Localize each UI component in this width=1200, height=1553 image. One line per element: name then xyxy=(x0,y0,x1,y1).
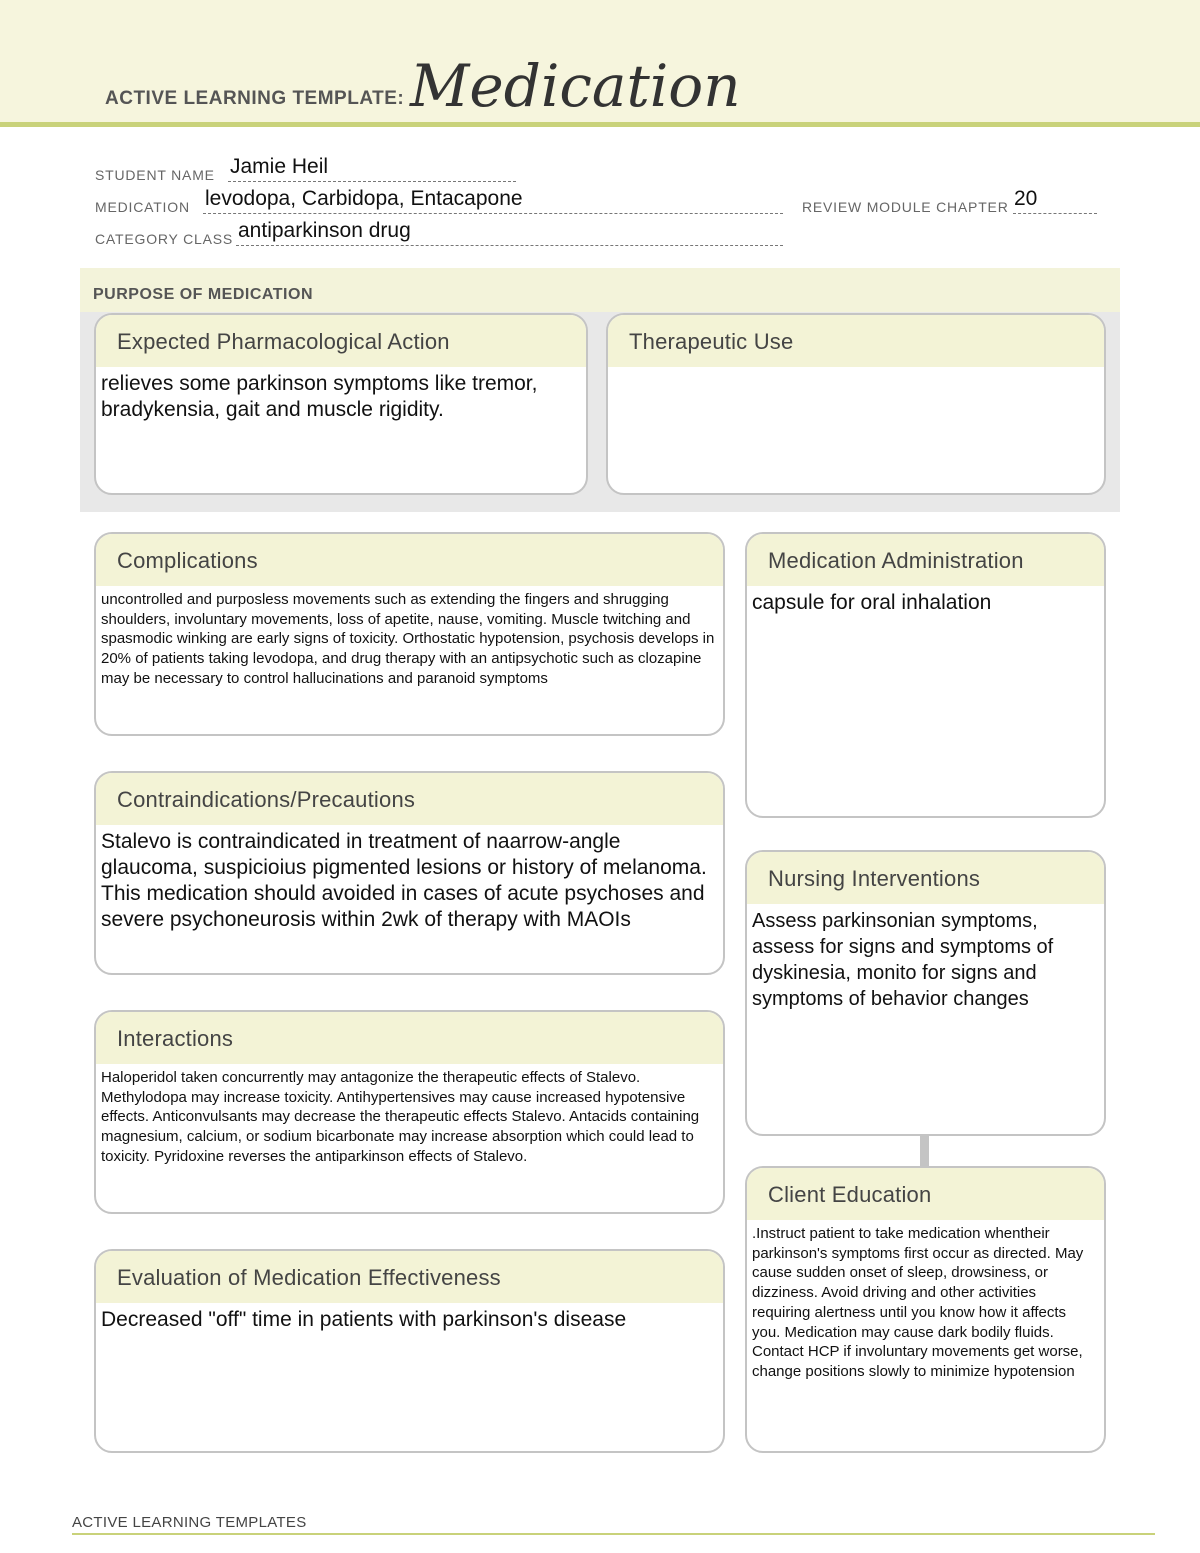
contraindications-text[interactable]: Stalevo is contraindicated in treatment of naarrow-angle glaucoma, suspicioius pigmented lesions or history of melanoma. This medication should avoided in cases of acute psychoses and severe psychoneurosis within 2wk of therapy with MAOIs xyxy=(101,830,707,931)
expected-action-text[interactable]: relieves some parkinson symptoms like tremor, bradykensia, gait and muscle rigidity. xyxy=(101,372,538,421)
client-education-title: Client Education xyxy=(747,1168,1104,1220)
medication-field[interactable]: levodopa, Carbidopa, Entacapone xyxy=(205,187,523,210)
medication-administration-box xyxy=(745,532,1106,818)
medication-administration-title: Medication Administration xyxy=(747,534,1104,586)
contraindications-title: Contraindications/Precautions xyxy=(96,773,723,825)
nursing-interventions-text[interactable]: Assess parkinsonian symptoms, assess for signs and symptoms of dyskinesia, monito for signs and symptoms of behavior changes xyxy=(752,910,1054,1010)
interactions-text[interactable]: Haloperidol taken concurrently may antagonize the therapeutic effects of Stalevo. Methylodopa may increase toxicity. Antihypertensives may cause increased hypotensive effects. Anticonvulsants may decrease the therapeutic effects Stalevo. Antacids containing magnesium, calcium, or sodium bicarbonate may increase absorption which could lead to toxicity. Pyridoxine reverses the antiparkinson effects of Stalevo. xyxy=(101,1069,700,1165)
complications-title: Complications xyxy=(96,534,723,586)
category-class-underline xyxy=(236,245,783,246)
client-education-text[interactable]: .Instruct patient to take medication whentheir parkinson's symptoms first occur as directed. May cause sudden onset of sleep, drowsiness, or dizziness. Avoid driving and other activities requiring alertness until you know how it affects you. Medication may cause dark bodily fluids. Contact HCP if involuntary movements get worse, change positions slowly to minimize hypotension xyxy=(752,1225,1084,1380)
evaluation-box xyxy=(94,1249,725,1453)
review-module-chapter-field[interactable]: 20 xyxy=(1014,187,1038,210)
evaluation-text[interactable]: Decreased "off" time in patients with parkinson's disease xyxy=(101,1308,627,1331)
nursing-interventions-box xyxy=(745,850,1106,1136)
contraindications-box xyxy=(94,771,725,975)
review-module-chapter-label: REVIEW MODULE CHAPTER xyxy=(802,199,1009,215)
category-class-field[interactable]: antiparkinson drug xyxy=(238,219,411,242)
student-name-field[interactable]: Jamie Heil xyxy=(230,155,329,178)
template-label: ACTIVE LEARNING TEMPLATE: xyxy=(105,88,405,109)
therapeutic-use-title: Therapeutic Use xyxy=(608,315,1104,367)
medication-label: MEDICATION xyxy=(95,199,190,215)
medication-administration-text[interactable]: capsule for oral inhalation xyxy=(752,591,992,614)
therapeutic-use-box xyxy=(606,313,1106,495)
medication-underline xyxy=(203,213,783,214)
expected-action-box xyxy=(94,313,588,495)
evaluation-title: Evaluation of Medication Effectiveness xyxy=(96,1251,723,1303)
student-name-underline xyxy=(228,181,516,182)
interactions-title: Interactions xyxy=(96,1012,723,1064)
therapeutic-use-text[interactable] xyxy=(608,367,1104,371)
purpose-label: PURPOSE OF MEDICATION xyxy=(93,286,313,303)
complications-text[interactable]: uncontrolled and purposless movements such as extending the fingers and shrugging shoulders, involuntary movements, loss of apetite, nause, vomiting. Muscle twitching and spasmodic winking are early signs of toxicity. Orthostatic hypotension, psychosis develops in 20% of patients taking levodopa, and drug therapy with an antipsychotic such as clozapine may be necessary to control hallucinations and paranoid symptoms xyxy=(101,591,715,687)
footer-divider xyxy=(72,1533,1155,1535)
complications-box xyxy=(94,532,725,736)
expected-action-title: Expected Pharmacological Action xyxy=(96,315,586,367)
student-name-label: STUDENT NAME xyxy=(95,167,215,183)
category-class-label: CATEGORY CLASS xyxy=(95,231,234,247)
interactions-box xyxy=(94,1010,725,1214)
footer-label: ACTIVE LEARNING TEMPLATES xyxy=(72,1514,307,1531)
nursing-interventions-title: Nursing Interventions xyxy=(747,852,1104,904)
box-connector xyxy=(920,1134,929,1166)
review-module-chapter-underline xyxy=(1013,213,1097,214)
header-divider xyxy=(0,122,1200,127)
page-title: Medication xyxy=(410,52,741,120)
client-education-box xyxy=(745,1166,1106,1453)
